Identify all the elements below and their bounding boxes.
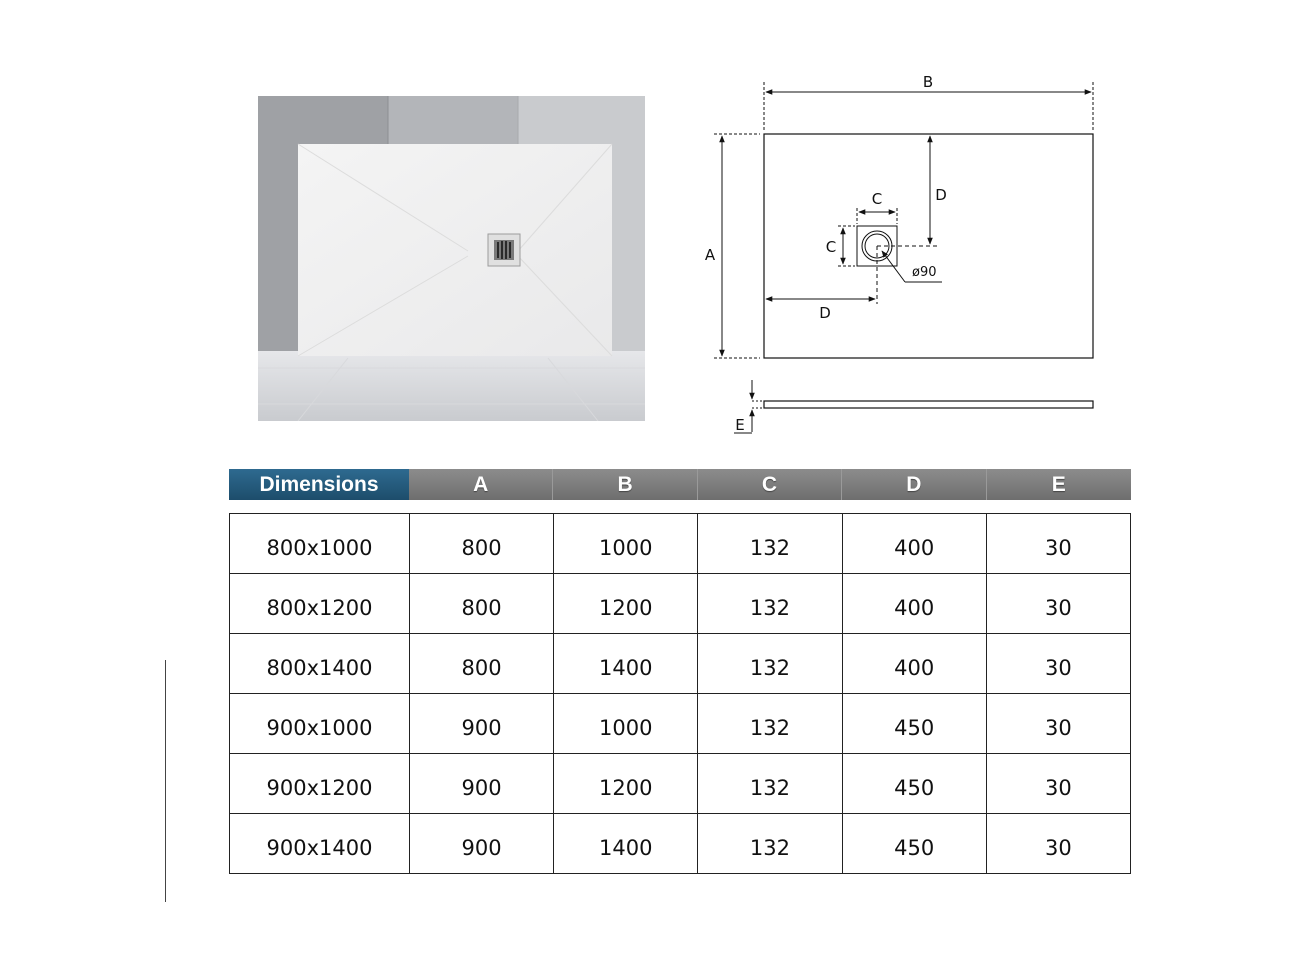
table-cell: 132 <box>698 514 842 574</box>
table-row <box>230 754 1131 814</box>
table-cell: 450 <box>842 814 986 874</box>
table-cell: 900x1000 <box>230 694 410 754</box>
tray-side-profile <box>764 401 1093 408</box>
dimension-d-vertical <box>877 136 947 246</box>
table-cell: 1200 <box>554 574 698 634</box>
dimension-a <box>705 134 760 358</box>
technical-drawing <box>700 60 1120 450</box>
table-cell: 800x1000 <box>230 514 410 574</box>
table-cell: 800 <box>410 634 554 694</box>
dimension-e <box>734 380 762 434</box>
table-cell: 30 <box>986 754 1130 814</box>
header-e: E <box>987 469 1131 500</box>
table-cell: 900x1200 <box>230 754 410 814</box>
label-e: E <box>735 416 745 434</box>
table-cell: 400 <box>842 574 986 634</box>
table-cell: 800 <box>410 514 554 574</box>
table-cell: 900x1400 <box>230 814 410 874</box>
table-cell: 900 <box>410 814 554 874</box>
table-cell: 900 <box>410 754 554 814</box>
dimension-d-horizontal <box>766 246 877 322</box>
header-a: A <box>409 469 553 500</box>
table-cell: 1400 <box>554 634 698 694</box>
table-cell: 450 <box>842 694 986 754</box>
table-row <box>230 574 1131 634</box>
table-cell: 132 <box>698 634 842 694</box>
label-b: B <box>922 73 934 91</box>
table-row <box>230 814 1131 874</box>
table-cell: 400 <box>842 514 986 574</box>
header-c: C <box>698 469 842 500</box>
header-dimensions: Dimensions <box>229 469 409 500</box>
table-row <box>230 634 1131 694</box>
label-d-right: D <box>935 186 947 204</box>
spec-table-header <box>229 469 1131 500</box>
table-cell: 132 <box>698 694 842 754</box>
shower-tray <box>298 144 612 356</box>
table-cell: 1000 <box>554 514 698 574</box>
table-cell: 400 <box>842 634 986 694</box>
spec-table <box>229 513 1131 874</box>
table-cell: 30 <box>986 514 1130 574</box>
shower-tray-photo <box>258 96 645 421</box>
table-cell: 30 <box>986 814 1130 874</box>
header-b: B <box>553 469 697 500</box>
label-d-bottom: D <box>819 304 831 322</box>
dimension-c-left <box>826 226 855 266</box>
table-cell: 30 <box>986 574 1130 634</box>
table-cell: 900 <box>410 694 554 754</box>
table-cell: 132 <box>698 574 842 634</box>
label-c-left: C <box>825 238 837 256</box>
table-cell: 132 <box>698 814 842 874</box>
dimension-c-top <box>857 190 897 224</box>
label-a: A <box>704 246 716 264</box>
table-cell: 30 <box>986 694 1130 754</box>
table-cell: 800 <box>410 574 554 634</box>
table-cell: 30 <box>986 634 1130 694</box>
header-d: D <box>842 469 986 500</box>
table-cell: 1200 <box>554 754 698 814</box>
table-cell: 1000 <box>554 694 698 754</box>
table-cell: 450 <box>842 754 986 814</box>
table-row <box>230 514 1131 574</box>
table-cell: 800x1400 <box>230 634 410 694</box>
label-diameter: ø90 <box>912 265 937 280</box>
divider-line <box>165 660 166 902</box>
label-c-top: C <box>871 190 883 208</box>
table-row <box>230 694 1131 754</box>
drain-grate-icon <box>488 234 520 266</box>
dimension-b <box>764 73 1093 130</box>
table-cell: 800x1200 <box>230 574 410 634</box>
table-cell: 132 <box>698 754 842 814</box>
table-cell: 1400 <box>554 814 698 874</box>
